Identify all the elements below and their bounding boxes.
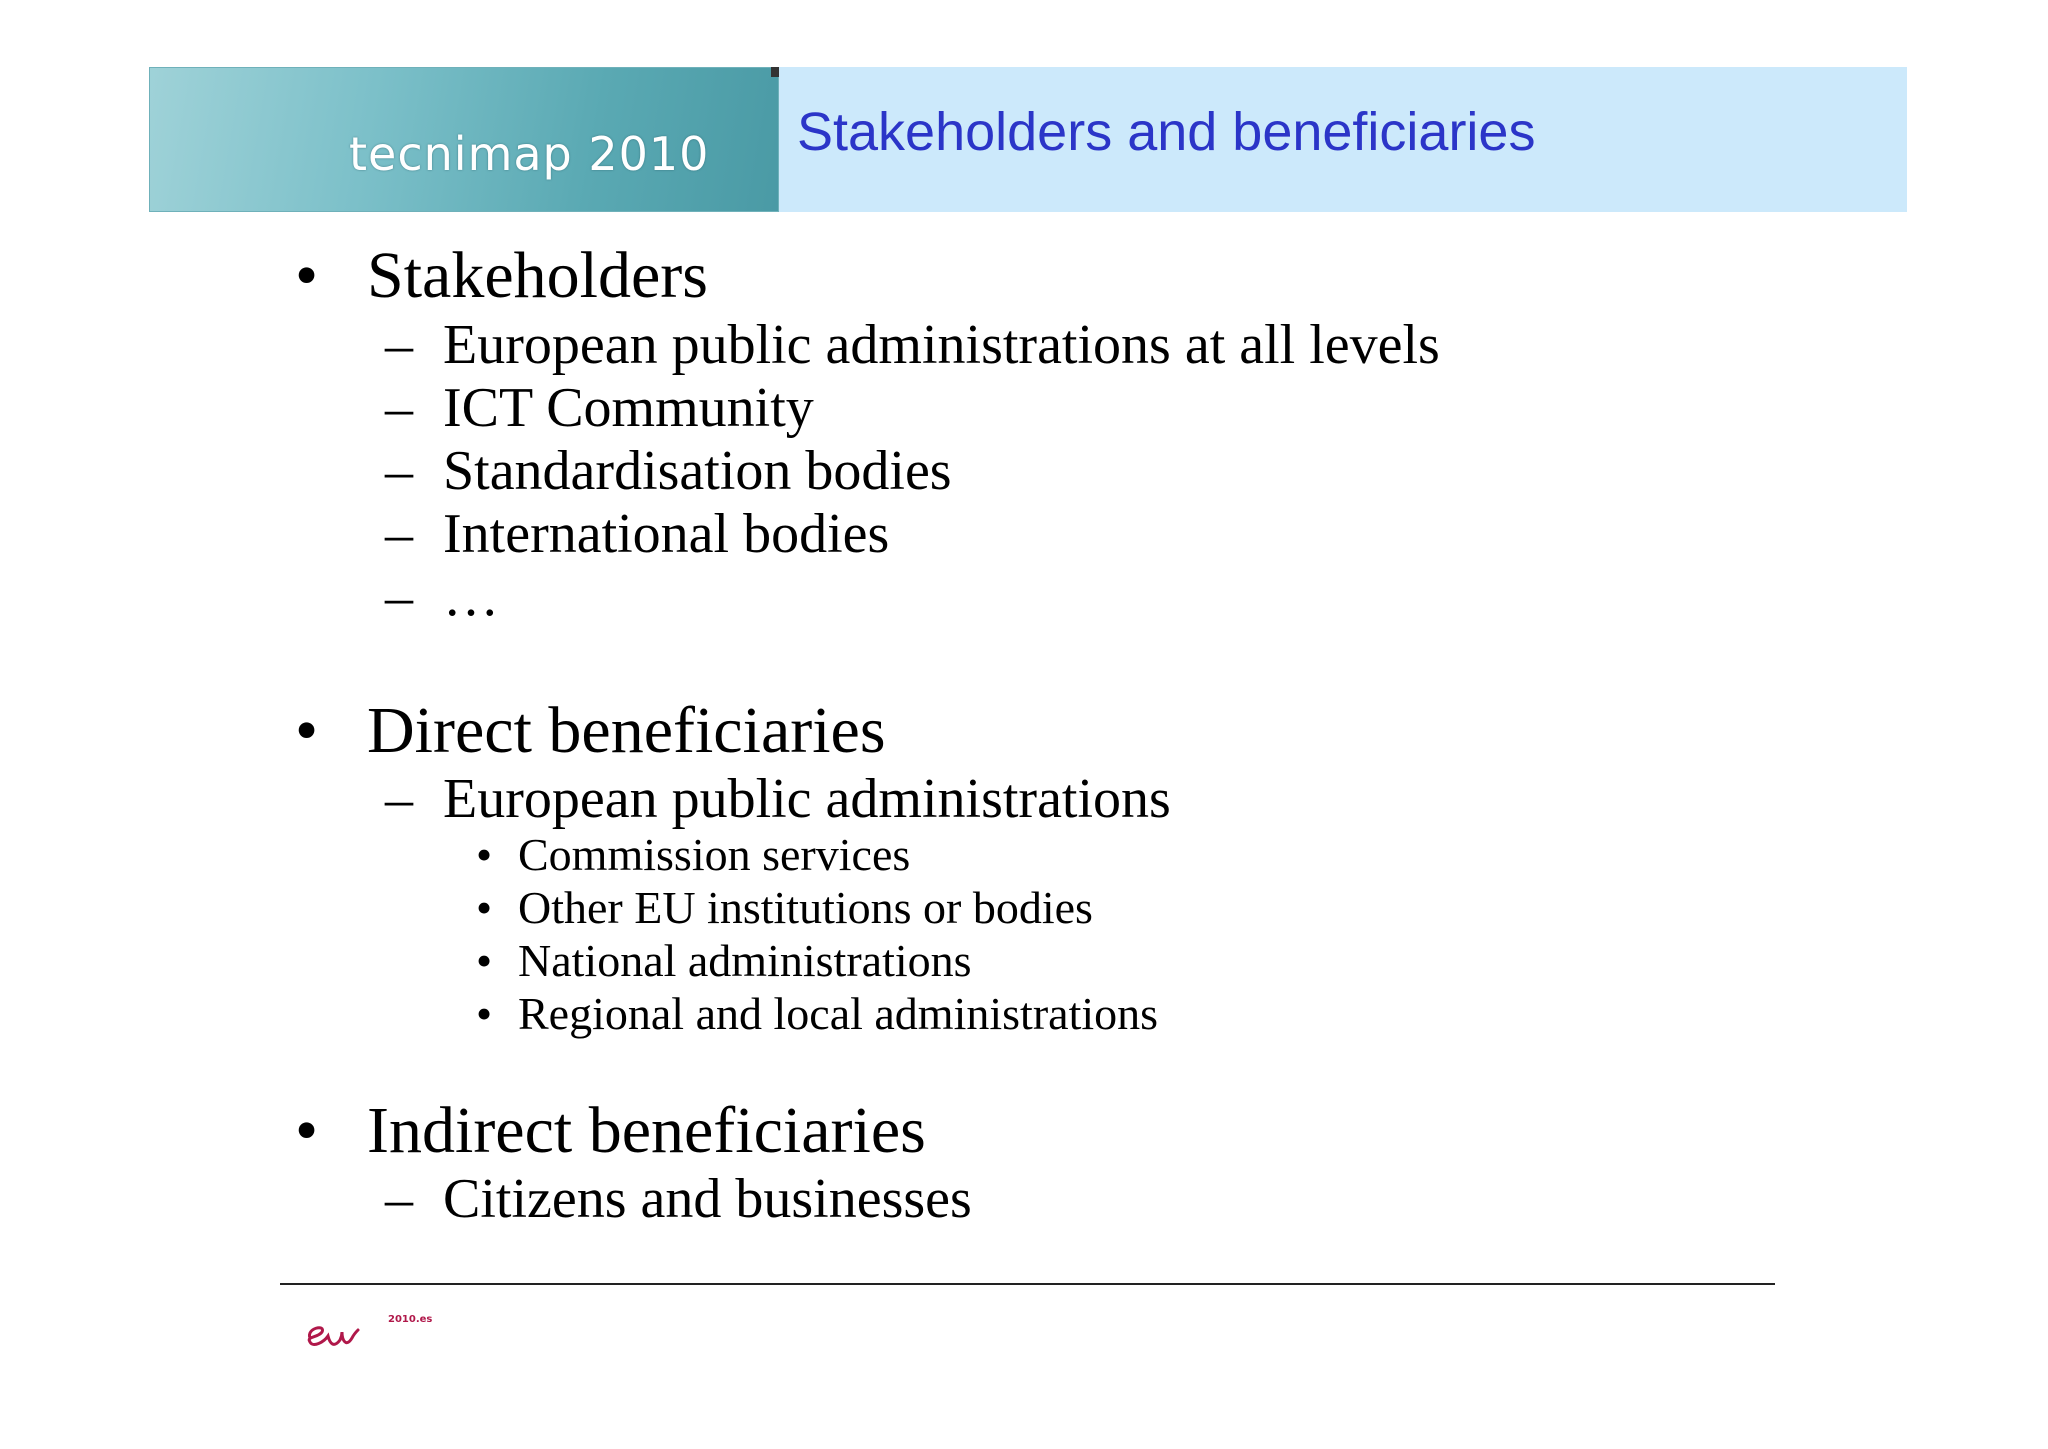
bullet-marker: • (476, 882, 493, 933)
dash-marker: – (385, 440, 413, 502)
dash-marker: – (385, 566, 413, 628)
heading-text: Indirect beneficiaries (367, 1094, 926, 1167)
bullet-marker: • (295, 1094, 319, 1167)
list-item-text: Citizens and businesses (443, 1168, 972, 1230)
bullet-marker: • (476, 829, 493, 880)
bullet-marker: • (295, 239, 319, 312)
sub-list-item-text: Regional and local administrations (518, 988, 1159, 1039)
dash-marker: – (385, 377, 413, 439)
list-item-text: International bodies (443, 503, 890, 565)
eu2010-logo (300, 1306, 440, 1356)
dash-marker: – (385, 503, 413, 565)
slide-title: Stakeholders and beneficiaries (797, 102, 1536, 162)
sub-list-item-text: Commission services (518, 829, 911, 880)
dash-marker: – (385, 768, 413, 830)
heading-text: Stakeholders (367, 239, 708, 312)
list-item-text: European public administrations at all levels (443, 314, 1440, 376)
heading-text: Direct beneficiaries (367, 694, 886, 767)
bullet-marker: • (295, 694, 319, 767)
sub-list-item-text: Other EU institutions or bodies (518, 882, 1093, 933)
list-item-text: ICT Community (443, 377, 814, 439)
logo-superscript: 2010.es (388, 1314, 433, 1325)
dash-marker: – (385, 1168, 413, 1230)
footer-divider (280, 1283, 1775, 1285)
list-item-text: European public administrations (443, 768, 1171, 830)
list-item-text: … (443, 566, 499, 628)
bullet-marker: • (476, 988, 493, 1039)
bullet-marker: • (476, 935, 493, 986)
eu2010-logo-mark (300, 1306, 440, 1356)
list-item-text: Standardisation bodies (443, 440, 952, 502)
dash-marker: – (385, 314, 413, 376)
sub-list-item-text: National administrations (518, 935, 972, 986)
banner-logo-text: tecnimap 2010 (349, 127, 710, 181)
